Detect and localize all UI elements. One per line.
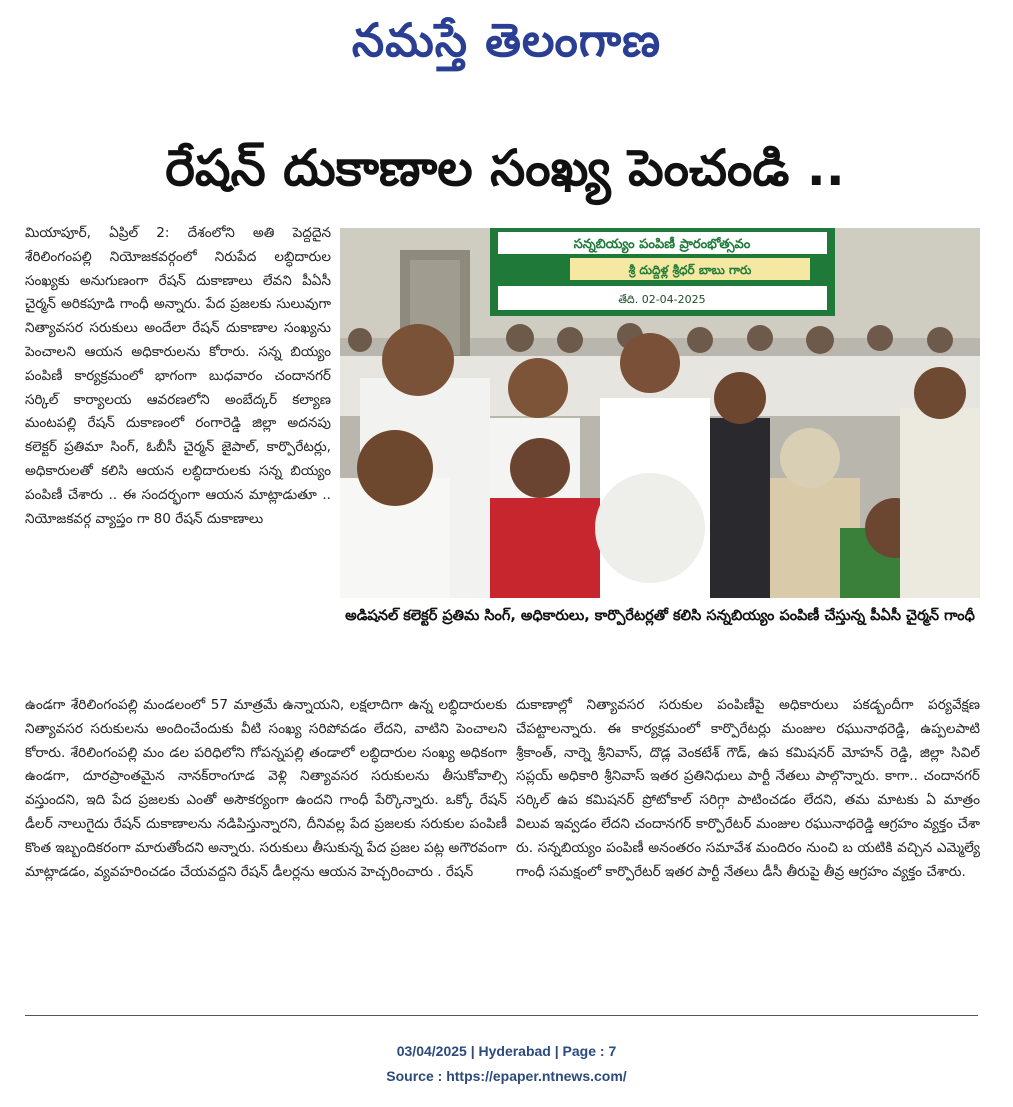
article-left-column [25,694,507,992]
footer-divider [25,1015,978,1016]
newspaper-masthead: నమస్తే తెలంగాణ [351,13,662,67]
footer-source: Source : https://epaper.ntnews.com/ [386,1068,627,1084]
article-left-text: ఉండగా శేరిలింగంపల్లి మండలంలో 57 మాత్రమే ఉన్నాయని, లక్షలాదిగా ఉన్న లబ్ధిదారులకు నిత్యావసర సరుకులను అందించేందుకు వీటి సంఖ్య సరిపోవడం లేదని, వాటిని పెంచాలని కోరారు. శేరిలింగంపల్లి మం డల పరిధిలోని గోపన్నపల్లి తండాలో లబ్ధిదారుల సంఖ్య అధికంగా ఉండగా, దూరప్రాంతమైన నానక్‌రాంగూడ వెళ్లి నిత్యావసర సరుకులను తీసుకోవాల్సి వస్తుందని, ఇది పేద ప్రజలకు ఎంతో అసౌకర్యంగా ఉందని గాంధీ పేర్కొన్నారు. ఒక్కో రేషన్ డీలర్ నాలుగైదు రేషన్ దుకాణాలను నడిపిస్తున్నారని, దీనివల్ల పేద ప్రజలకు సరుకుల పంపిణీ కొంత ఇబ్బందికరంగా మారుతోందని అన్నారు. సరుకులు తీసుకున్న పేద ప్రజల పట్ల అగౌరవంగా మాట్లాడడం, వ్యవహరించడం చేయవద్దని రేషన్ డీలర్లను ఆయన హెచ్చరించారు . రేషన్ [25,697,507,880]
banner-line-1: సన్నబియ్యం పంపిణీ ప్రారంభోత్సవం [573,237,751,252]
event-photo-illustration [340,228,980,598]
footer-date-edition: 03/04/2025 | Hyderabad | Page : 7 [396,1043,617,1059]
banner-line-2: శ్రీ దుద్దిళ్ల శ్రీధర్ బాబు గారు [628,263,752,277]
article-intro-column [25,222,331,698]
article-headline: రేషన్ దుకాణాల సంఖ్య పెంచండి .. [165,139,845,197]
article-right-column [516,694,980,992]
photo-caption: అడిషనల్ కలెక్టర్ ప్రతిమ సింగ్, అధికారులు, కార్పొరేటర్లతో కలిసి సన్నబియ్యం పంపిణీ చేస్తున్న పీఏసీ చైర్మన్ గాంధీ [345,608,975,624]
article-photo [340,228,980,598]
article-right-text: దుకాణాల్లో నిత్యావసర సరుకుల పంపిణీపై అధికారులు పకడ్బందీగా పర్యవేక్షణ చేపట్టాలన్నారు. ఈ కార్యక్రమంలో కార్పొరేటర్లు మంజుల రఘునాథరెడ్డి, ఉప్పలపాటి శ్రీకాంత్, నార్నె శ్రీనివాస్, దొడ్ల వెంకటేశ్ గౌడ్, ఉప కమిషనర్ మోహన్ రెడ్డి, జిల్లా సివిల్ సప్లయ్ అధికారి శ్రీనివాస్ ఇతర ప్రతినిధులు పార్టీ నేతలు పాల్గొన్నారు. కాగా.. చందానగర్ సర్కిల్ ఉప కమిషనర్ ప్రోటోకాల్ సరిగ్గా పాటించడం లేదని, తమ మాటకు ఏ మాత్రం విలువ ఇవ్వడం లేదని చందానగర్ కార్పొరేటర్ మంజుల రఘునాథరెడ్డి ఆగ్రహం వ్యక్తం చేశా రు. సన్నబియ్యం పంపిణీ అనంతరం సమావేశ మందిరం నుంచి బ యటికి వచ్చిన ఎమ్మెల్యే గాంధీ సమక్షంలో కార్పొరేటర్ ఇతర పార్టీ నేతలు డీసీ తీరుపై తీవ్ర ఆగ్రహం వ్యక్తం చేశారు. [516,697,980,880]
banner-line-3: తేది. 02-04-2025 [618,293,706,306]
article-intro-text: మియాపూర్, ఏప్రిల్ 2: దేశంలోని అతి పెద్దదైన శేరిలింగంపల్లి నియోజకవర్గంలో నిరుపేద లబ్ధిదారుల సంఖ్యకు అనుగుణంగా రేషన్ దుకాణాలు లేవని పీఏసీ చైర్మన్ అరికపూడి గాంధీ అన్నారు. పేద ప్రజలకు సులువుగా నిత్యావసర సరుకులు అందేలా రేషన్ దుకాణాల సంఖ్యను పెంచాలని ఆయన అధికారులను కోరారు. సన్న బియ్యం పంపిణీ కార్యక్రమంలో భాగంగా బుధవారం చందానగర్ సర్కిల్ కార్యాలయ ఆవరణలోని అంబేద్కర్ కల్యాణ మంటపల్లి రేషన్ దుకాణంలో రంగారెడ్డి జిల్లా అదనపు కలెక్టర్ ప్రతిమా సింగ్, ఓబీసీ చైర్మన్ జైపాల్, కార్పొరేటర్లు, అధికారులతో కలిసి ఆయన లబ్ధిదారులకు సన్న బియ్యం పంపిణీ చేశారు .. ఈ సందర్భంగా ఆయన మాట్లాడుతూ .. నియోజకవర్గ వ్యాప్తం గా 80 రేషన్ దుకాణాలు [25,225,331,527]
